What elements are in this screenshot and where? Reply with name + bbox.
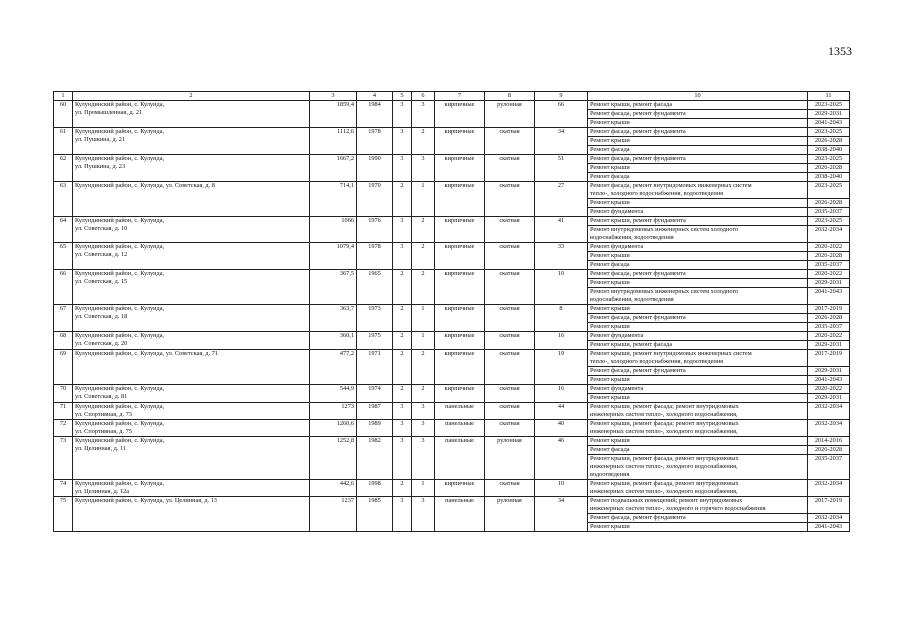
work-type-cell: Ремонт крыши: [588, 252, 808, 261]
roof-type-cell: скатная: [485, 403, 535, 420]
roof-type-cell: скатная: [485, 480, 535, 497]
apartments-cell: 27: [535, 182, 588, 217]
column-number-cell: 7: [435, 92, 485, 101]
apartments-cell: 10: [535, 480, 588, 497]
year-cell: 1974: [357, 385, 393, 403]
wall-material-cell: кирпичные: [435, 128, 485, 155]
table-row: [54, 350, 850, 367]
wall-material-cell: кирпичные: [435, 350, 485, 385]
period-cell: 2032-2034: [808, 480, 850, 497]
column-number-cell: 4: [357, 92, 393, 101]
row-number-cell: 74: [54, 480, 73, 497]
table-row: [54, 480, 850, 497]
apartments-cell: 16: [535, 332, 588, 350]
area-cell: 544,9: [310, 385, 357, 403]
area-cell: 477,2: [310, 350, 357, 385]
floors-cell: 3: [393, 497, 412, 532]
apartments-cell: 10: [535, 270, 588, 305]
work-type-cell: Ремонт крыши, ремонт фундамента: [588, 217, 808, 226]
floors-cell: 3: [393, 437, 412, 480]
period-cell: 2035-2037: [808, 208, 850, 217]
row-number-cell: 67: [54, 305, 73, 332]
row-number-cell: 66: [54, 270, 73, 305]
floors-cell: 3: [393, 128, 412, 155]
period-cell: 2017-2019: [808, 305, 850, 314]
work-type-cell: Ремонт крыши, ремонт внутридомовых инженерных систем тепло-, холодного водоснабжения, водоотведения: [588, 350, 808, 367]
apartments-cell: 8: [535, 305, 588, 332]
area-cell: 360,1: [310, 332, 357, 350]
table-row: [54, 243, 850, 252]
year-cell: 1989: [357, 420, 393, 437]
address-cell: Кулундинский район, с. Кулунда, ул. Советская, д. 15: [73, 270, 310, 305]
column-number-cell: 10: [588, 92, 808, 101]
work-type-cell: Ремонт крыши: [588, 279, 808, 288]
work-type-cell: Ремонт крыши: [588, 523, 808, 532]
work-type-cell: Ремонт фундамента: [588, 208, 808, 217]
floors-cell: 2: [393, 305, 412, 332]
work-type-cell: Ремонт фасада, ремонт фундамента: [588, 110, 808, 119]
entrances-cell: 3: [412, 403, 435, 420]
apartments-cell: 44: [535, 403, 588, 420]
area-cell: 442,6: [310, 480, 357, 497]
address-cell: Кулундинский район, с. Кулунда, ул. Советская, д. 12: [73, 243, 310, 270]
area-cell: 1252,8: [310, 437, 357, 480]
period-cell: 2023-2025: [808, 101, 850, 110]
year-cell: 1970: [357, 182, 393, 217]
period-cell: 2017-2019: [808, 350, 850, 367]
apartments-cell: 41: [535, 217, 588, 243]
floors-cell: 2: [393, 350, 412, 385]
work-type-cell: Ремонт фасада, ремонт внутридомовых инженерных систем тепло-, холодного водоснабжения, водоотведения: [588, 182, 808, 199]
work-type-cell: Ремонт подвальных помещений; ремонт внутридомовых инженерных систем тепло-, холодного и горячего водоснабжения: [588, 497, 808, 514]
column-number-cell: 2: [73, 92, 310, 101]
work-type-cell: Ремонт фундамента: [588, 332, 808, 341]
period-cell: 2023-2025: [808, 128, 850, 137]
row-number-cell: 75: [54, 497, 73, 532]
area-cell: 1859,4: [310, 101, 357, 128]
row-number-cell: 64: [54, 217, 73, 243]
roof-type-cell: скатная: [485, 217, 535, 243]
period-cell: 2020-2022: [808, 243, 850, 252]
roof-type-cell: скатная: [485, 243, 535, 270]
entrances-cell: 1: [412, 305, 435, 332]
wall-material-cell: панельные: [435, 437, 485, 480]
table-row: [54, 270, 850, 279]
work-type-cell: Ремонт крыши, ремонт фасада: [588, 101, 808, 110]
roof-type-cell: скатная: [485, 332, 535, 350]
entrances-cell: 3: [412, 437, 435, 480]
address-cell: Кулундинский район, с. Кулунда, ул. Советская, д. 81: [73, 385, 310, 403]
row-number-cell: 68: [54, 332, 73, 350]
address-cell: Кулундинский район, с. Кулунда, ул. Целинная, д. 11: [73, 437, 310, 480]
area-cell: 1066: [310, 217, 357, 243]
row-number-cell: 63: [54, 182, 73, 217]
work-type-cell: Ремонт внутридомовых инженерных систем холодного водоснабжения, водоотведения: [588, 226, 808, 243]
table-row: [54, 101, 850, 110]
area-cell: 1079,4: [310, 243, 357, 270]
address-cell: Кулундинский район, с. Кулунда, ул. Пушкина, д. 23: [73, 155, 310, 182]
wall-material-cell: кирпичные: [435, 270, 485, 305]
floors-cell: 3: [393, 101, 412, 128]
floors-cell: 3: [393, 403, 412, 420]
row-number-cell: 69: [54, 350, 73, 385]
year-cell: 1973: [357, 305, 393, 332]
year-cell: 1976: [357, 217, 393, 243]
roof-type-cell: рулонная: [485, 497, 535, 532]
work-type-cell: Ремонт крыши: [588, 394, 808, 403]
work-type-cell: Ремонт фасада, ремонт фундамента: [588, 514, 808, 523]
period-cell: 2026-2028: [808, 314, 850, 323]
period-cell: 2023-2025: [808, 155, 850, 164]
column-number-cell: 8: [485, 92, 535, 101]
work-type-cell: Ремонт фасада: [588, 173, 808, 182]
row-number-cell: 60: [54, 101, 73, 128]
period-cell: 2014-2016: [808, 437, 850, 446]
area-cell: 1237: [310, 497, 357, 532]
entrances-cell: 2: [412, 350, 435, 385]
period-cell: 2029-2031: [808, 110, 850, 119]
address-cell: Кулундинский район, с. Кулунда, ул. Пушкина, д. 21: [73, 128, 310, 155]
entrances-cell: 2: [412, 243, 435, 270]
column-number-cell: 9: [535, 92, 588, 101]
area-cell: 367,5: [310, 270, 357, 305]
area-cell: 1112,6: [310, 128, 357, 155]
entrances-cell: 3: [412, 420, 435, 437]
entrances-cell: 1: [412, 332, 435, 350]
year-cell: 1975: [357, 332, 393, 350]
address-cell: Кулундинский район, с. Кулунда, ул. Целинная, д. 13: [73, 497, 310, 532]
entrances-cell: 2: [412, 385, 435, 403]
work-type-cell: Ремонт фасада: [588, 261, 808, 270]
work-type-cell: Ремонт фасада: [588, 446, 808, 455]
year-cell: 1998: [357, 480, 393, 497]
entrances-cell: 3: [412, 101, 435, 128]
period-cell: 2026-2028: [808, 446, 850, 455]
year-cell: 1990: [357, 155, 393, 182]
period-cell: 2032-2034: [808, 403, 850, 420]
work-type-cell: Ремонт крыши, ремонт фасада, ремонт внутридомовых инженерных систем тепло-, холодного водоснабжения,: [588, 480, 808, 497]
table-row: [54, 403, 850, 420]
apartments-cell: 40: [535, 420, 588, 437]
roof-type-cell: скатная: [485, 385, 535, 403]
row-number-cell: 73: [54, 437, 73, 480]
row-number-cell: 62: [54, 155, 73, 182]
entrances-cell: 1: [412, 182, 435, 217]
roof-type-cell: скатная: [485, 182, 535, 217]
period-cell: 2026-2028: [808, 137, 850, 146]
address-cell: Кулундинский район, с. Кулунда, ул. Советская, д. 10: [73, 217, 310, 243]
year-cell: 1984: [357, 101, 393, 128]
period-cell: 2029-2031: [808, 279, 850, 288]
year-cell: 1985: [357, 497, 393, 532]
work-type-cell: Ремонт крыши: [588, 376, 808, 385]
floors-cell: 2: [393, 270, 412, 305]
roof-type-cell: скатная: [485, 155, 535, 182]
year-cell: 1982: [357, 437, 393, 480]
table-row: [54, 217, 850, 226]
floors-cell: 2: [393, 182, 412, 217]
work-type-cell: Ремонт крыши: [588, 199, 808, 208]
period-cell: 2035-2037: [808, 455, 850, 480]
work-type-cell: Ремонт крыши, ремонт фасада; ремонт внутридомовых инженерных систем тепло-, холодного водоснабжения,: [588, 403, 808, 420]
address-cell: Кулундинский район, с. Кулунда, ул. Спортивная, д. 73: [73, 403, 310, 420]
work-type-cell: Ремонт крыши, ремонт фасада; ремонт внутридомовых инженерных систем тепло-, холодного водоснабжения,: [588, 420, 808, 437]
roof-type-cell: скатная: [485, 270, 535, 305]
work-type-cell: Ремонт крыши: [588, 323, 808, 332]
area-cell: 714,1: [310, 182, 357, 217]
period-cell: 2020-2022: [808, 270, 850, 279]
table-row: [54, 332, 850, 341]
work-type-cell: Ремонт фасада, ремонт фундамента: [588, 128, 808, 137]
address-cell: Кулундинский район, с. Кулунда, ул. Советская, д. 8: [73, 182, 310, 217]
roof-type-cell: скатная: [485, 350, 535, 385]
apartments-cell: 19: [535, 350, 588, 385]
area-cell: 1260,6: [310, 420, 357, 437]
period-cell: 2038-2040: [808, 173, 850, 182]
table-row: [54, 155, 850, 164]
period-cell: 2020-2022: [808, 332, 850, 341]
address-cell: Кулундинский район, с. Кулунда, ул. Промышленная, д. 21: [73, 101, 310, 128]
work-type-cell: Ремонт фасада, ремонт фундамента: [588, 314, 808, 323]
work-type-cell: Ремонт крыши: [588, 305, 808, 314]
period-cell: 2029-2031: [808, 367, 850, 376]
period-cell: 2026-2028: [808, 199, 850, 208]
period-cell: 2026-2028: [808, 252, 850, 261]
address-cell: Кулундинский район, с. Кулунда, ул. Советская, д. 20: [73, 332, 310, 350]
roof-type-cell: скатная: [485, 305, 535, 332]
work-type-cell: Ремонт крыши: [588, 164, 808, 173]
work-type-cell: Ремонт крыши, ремонт фасада, ремонт внутридомовых инженерных систем тепло-, холодного водоснабжения, водоотведения: [588, 455, 808, 480]
work-type-cell: Ремонт фасада, ремонт фундамента: [588, 270, 808, 279]
work-type-cell: Ремонт крыши, ремонт фасада: [588, 341, 808, 350]
address-cell: Кулундинский район, с. Кулунда, ул. Советская, д. 71: [73, 350, 310, 385]
work-type-cell: Ремонт крыши: [588, 119, 808, 128]
row-number-cell: 71: [54, 403, 73, 420]
period-cell: 2041-2043: [808, 119, 850, 128]
floors-cell: 3: [393, 243, 412, 270]
year-cell: 1971: [357, 350, 393, 385]
wall-material-cell: кирпичные: [435, 332, 485, 350]
period-cell: 2041-2043: [808, 288, 850, 305]
wall-material-cell: кирпичные: [435, 182, 485, 217]
year-cell: 1965: [357, 270, 393, 305]
wall-material-cell: кирпичные: [435, 305, 485, 332]
floors-cell: 2: [393, 385, 412, 403]
period-cell: 2035-2037: [808, 261, 850, 270]
work-type-cell: Ремонт крыши: [588, 437, 808, 446]
entrances-cell: 3: [412, 497, 435, 532]
address-cell: Кулундинский район, с. Кулунда, ул. Целинная, д. 12а: [73, 480, 310, 497]
period-cell: 2041-2043: [808, 376, 850, 385]
period-cell: 2023-2025: [808, 217, 850, 226]
work-type-cell: Ремонт фасада: [588, 146, 808, 155]
column-number-cell: 11: [808, 92, 850, 101]
entrances-cell: 1: [412, 480, 435, 497]
work-type-cell: Ремонт фасада, ремонт фундамента: [588, 367, 808, 376]
period-cell: 2041-2043: [808, 523, 850, 532]
entrances-cell: 2: [412, 270, 435, 305]
period-cell: 2026-2028: [808, 164, 850, 173]
table-row: [54, 182, 850, 199]
period-cell: 2038-2040: [808, 146, 850, 155]
work-type-cell: Ремонт фасада, ремонт фундамента: [588, 155, 808, 164]
roof-type-cell: рулонная: [485, 437, 535, 480]
row-number-cell: 70: [54, 385, 73, 403]
apartments-cell: 16: [535, 385, 588, 403]
floors-cell: 2: [393, 480, 412, 497]
period-cell: 2029-2031: [808, 394, 850, 403]
period-cell: 2017-2019: [808, 497, 850, 514]
floors-cell: 2: [393, 332, 412, 350]
work-type-cell: Ремонт крыши: [588, 137, 808, 146]
period-cell: 2023-2025: [808, 182, 850, 199]
period-cell: 2035-2037: [808, 323, 850, 332]
roof-type-cell: скатная: [485, 420, 535, 437]
floors-cell: 3: [393, 217, 412, 243]
period-cell: 2032-2034: [808, 226, 850, 243]
table-row: [54, 420, 850, 437]
table-row: [54, 497, 850, 514]
year-cell: 1978: [357, 243, 393, 270]
entrances-cell: 2: [412, 217, 435, 243]
wall-material-cell: кирпичные: [435, 480, 485, 497]
work-type-cell: Ремонт фундамента: [588, 385, 808, 394]
period-cell: 2032-2034: [808, 514, 850, 523]
address-cell: Кулундинский район, с. Кулунда, ул. Советская, д. 18: [73, 305, 310, 332]
wall-material-cell: кирпичные: [435, 155, 485, 182]
table-row: [54, 128, 850, 137]
area-cell: 1273: [310, 403, 357, 420]
wall-material-cell: панельные: [435, 497, 485, 532]
page-number: 1353: [828, 44, 852, 58]
year-cell: 1987: [357, 403, 393, 420]
apartments-cell: 51: [535, 155, 588, 182]
apartments-cell: 34: [535, 497, 588, 532]
wall-material-cell: кирпичные: [435, 243, 485, 270]
wall-material-cell: кирпичные: [435, 385, 485, 403]
table-row: [54, 305, 850, 314]
period-cell: 2032-2034: [808, 420, 850, 437]
column-number-cell: 3: [310, 92, 357, 101]
column-number-cell: 1: [54, 92, 73, 101]
entrances-cell: 2: [412, 128, 435, 155]
area-cell: 1667,2: [310, 155, 357, 182]
apartments-cell: 33: [535, 243, 588, 270]
period-cell: 2029-2031: [808, 341, 850, 350]
apartments-cell: 66: [535, 101, 588, 128]
table-row: [54, 385, 850, 394]
work-type-cell: Ремонт внутридомовых инженерных систем холодного водоснабжения, водоотведения: [588, 288, 808, 305]
work-type-cell: Ремонт фундамента: [588, 243, 808, 252]
address-cell: Кулундинский район, с. Кулунда, ул. Спортивная, д. 75: [73, 420, 310, 437]
table-row: [54, 437, 850, 446]
floors-cell: 3: [393, 420, 412, 437]
wall-material-cell: кирпичные: [435, 217, 485, 243]
roof-type-cell: рулонная: [485, 101, 535, 128]
wall-material-cell: панельные: [435, 403, 485, 420]
column-number-cell: 5: [393, 92, 412, 101]
period-cell: 2020-2022: [808, 385, 850, 394]
apartments-cell: 34: [535, 128, 588, 155]
year-cell: 1978: [357, 128, 393, 155]
column-number-row: [54, 92, 850, 101]
row-number-cell: 72: [54, 420, 73, 437]
wall-material-cell: панельные: [435, 420, 485, 437]
roof-type-cell: скатная: [485, 128, 535, 155]
apartments-cell: 46: [535, 437, 588, 480]
row-number-cell: 61: [54, 128, 73, 155]
column-number-cell: 6: [412, 92, 435, 101]
area-cell: 363,7: [310, 305, 357, 332]
floors-cell: 3: [393, 155, 412, 182]
capital-repair-table: [53, 91, 850, 532]
entrances-cell: 3: [412, 155, 435, 182]
row-number-cell: 65: [54, 243, 73, 270]
wall-material-cell: кирпичные: [435, 101, 485, 128]
